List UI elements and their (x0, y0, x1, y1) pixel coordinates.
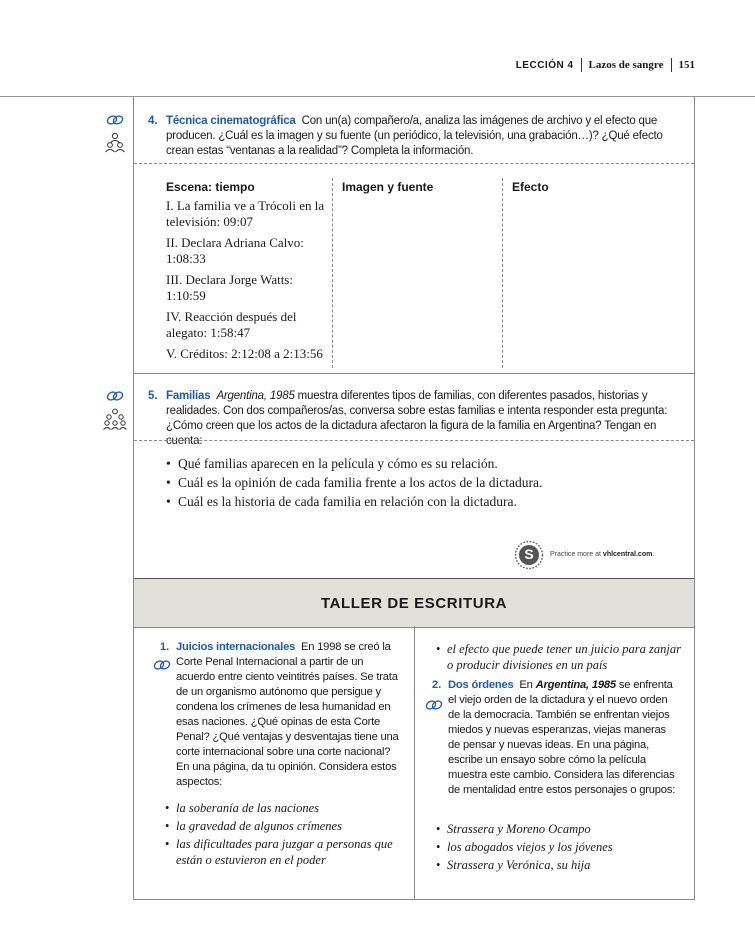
column-header-image: Imagen y fuente (342, 180, 434, 194)
logo-letter: S (524, 546, 534, 562)
taller-title: TALLER DE ESCRITURA (320, 595, 508, 612)
question-5-number: 5. (148, 390, 158, 402)
taller-1-number: 1. (160, 641, 170, 653)
practice-suffix: . (652, 551, 655, 558)
taller-1-text: En 1998 se creó la Corte Penal Internacional a partir de un acuerdo entre ciento veintitrés países. Se trata de un organismo autónomo que persigue y condena los crímenes de lesa humanidad en esas naciones. ¿Qué opinas de esta Corte Penal? ¿Qué ventajas y desventajas tiene una corte internacional sobre una corte nacional? En una página, da tu opinión. Considera estos aspectos: (176, 641, 399, 788)
lesson-label: LECCIÓN 4 (515, 59, 574, 71)
pair-work-icon (104, 132, 126, 154)
question-4-number: 4. (148, 115, 158, 127)
running-header (516, 58, 695, 72)
list-item: • la gravedad de algunos crímenes (165, 818, 405, 834)
scene-3: III. Declara Jorge Watts: 1:10:59 (166, 272, 293, 303)
taller-2-text: se enfrenta el viejo orden de la dictadura y el nuevo orden de la democracia. También se enfrentan viejos miedos y nuevas esperanzas, viejas maneras de pensar y nuevas ideas. En una página, escribe un ensayo sobre cómo la película muestra este cambio. Considera las diferencias de mentalidad entre estos personajes o grupos: (448, 679, 676, 796)
taller-2-heading: Dos órdenes (448, 679, 514, 691)
section-rule (134, 373, 694, 374)
scene-5: V. Créditos: 2:12:08 a 2:13:56 (166, 346, 323, 361)
lesson-title: Lazos de sangre (588, 59, 664, 71)
taller-2-list (436, 821, 686, 873)
taller-1-list (165, 800, 405, 868)
question-5-film: Argentina, 1985 (216, 390, 295, 402)
taller-1-prompt (176, 640, 404, 790)
taller-banner (134, 578, 694, 628)
pair-link-icon (106, 389, 124, 403)
scene-4: IV. Reacción después del alegato: 1:58:47 (166, 309, 297, 340)
question-4-text: Con un(a) compañero/a, analiza las imágenes de archivo y el efecto que producen. ¿Cuál es la imagen y su fuente (un periódico, la televisión, una grabación…)? ¿Qué efecto crean estas “ventanas a la realidad”? Completa la información. (166, 115, 663, 157)
list-item: • Qué familias aparecen en la película y cómo es su relación. (166, 454, 686, 473)
list-item: • la soberanía de las naciones (165, 800, 405, 816)
practice-logo[interactable] (514, 540, 544, 570)
question-4-prompt (166, 114, 666, 159)
frame-left-border (133, 96, 134, 900)
list-item: • Strassera y Verónica, su hija (436, 857, 686, 873)
frame-bottom-border (133, 899, 695, 900)
question-4-heading: Técnica cinematográfica (166, 115, 296, 127)
question-5-heading: Familias (166, 390, 211, 402)
dashed-divider (134, 440, 694, 441)
question-5-text: muestra diferentes tipos de familias, con diferentes pasados, historias y realidades. Con dos compañeros/as, conversa sobre estas familias e intenta responder esta pregunta: ¿Cómo creen que los actos de la dictadura afectaron la figura de la familia en Argentina? Tengan en cuenta: (166, 390, 668, 447)
group-work-icon (103, 408, 127, 430)
column-divider (414, 626, 415, 899)
pair-link-icon (425, 698, 443, 712)
header-divider (581, 58, 582, 72)
column-header-effect: Efecto (512, 180, 549, 194)
dashed-divider (134, 163, 694, 164)
scene-2: II. Declara Adriana Calvo: 1:08:33 (166, 235, 304, 266)
list-item: • Strassera y Moreno Ocampo (436, 821, 686, 837)
page-number: 151 (678, 59, 695, 71)
pair-link-icon (106, 113, 124, 127)
practice-site: vhlcentral.com (602, 551, 653, 558)
pair-link-icon (153, 658, 171, 672)
list-item: • los abogados viejos y los jóvenes (436, 839, 686, 855)
column-divider (502, 178, 503, 368)
taller-1-list-continued (436, 641, 686, 673)
list-item: • Cuál es la historia de cada familia en relación con la dictadura. (166, 492, 686, 511)
list-item: • Cuál es la opinión de cada familia frente a los actos de la dictadura. (166, 473, 686, 492)
frame-right-border (694, 96, 695, 900)
taller-2-intro: En (519, 679, 533, 691)
practice-prefix: Practice more at (550, 551, 603, 558)
taller-2-film: Argentina, 1985 (535, 679, 616, 691)
taller-1-heading: Juicios internacionales (176, 641, 296, 653)
practice-link[interactable] (550, 551, 654, 558)
column-divider (332, 178, 333, 368)
scene-1: I. La familia ve a Trócoli en la televisión: 09:07 (166, 198, 325, 229)
column-header-scene: Escena: tiempo (166, 180, 255, 194)
list-item: • el efecto que puede tener un juicio para zanjar o producir divisiones en un país (436, 641, 686, 673)
question-5-list (166, 454, 686, 511)
header-divider (671, 58, 672, 72)
taller-2-prompt (448, 678, 680, 798)
top-rule (0, 96, 755, 97)
list-item: • las dificultades para juzgar a personas que están o estuvieron en el poder (165, 836, 405, 868)
taller-2-number: 2. (432, 679, 442, 691)
